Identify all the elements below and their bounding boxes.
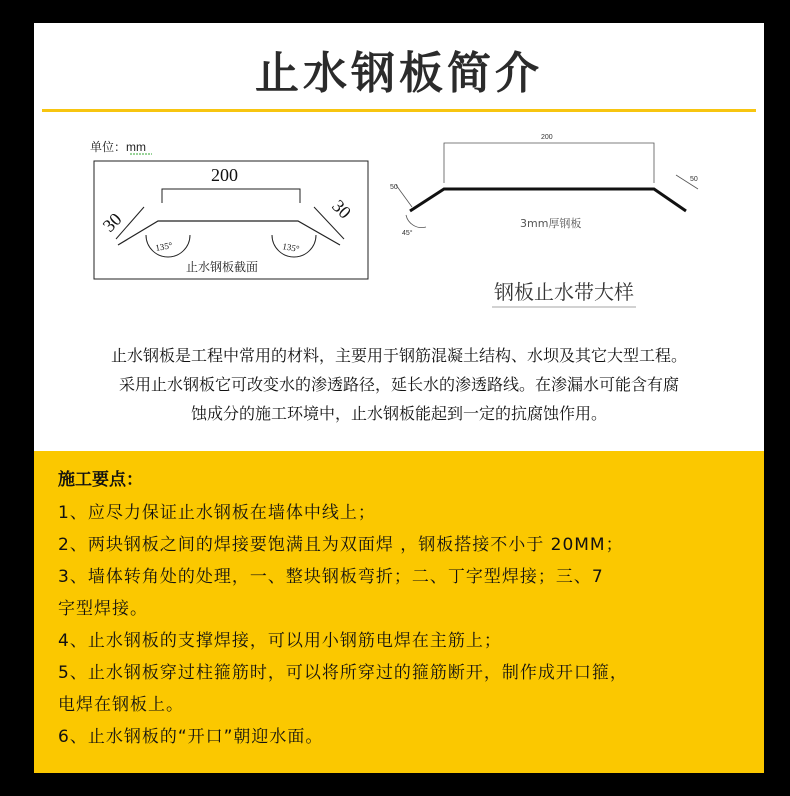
intro-line-2: 采用止水钢板它可改变水的渗透路径，延长水的渗透路线。在渗漏水可能含有腐 (118, 375, 679, 394)
unit-label: 单位：mm (90, 140, 146, 154)
intro-line-3: 蚀成分的施工环境中，止水钢板能起到一定的抗腐蚀作用。 (190, 404, 607, 423)
angle-label: 45° (402, 230, 413, 237)
angle-arc (406, 215, 426, 228)
tips-title: 施工要点： (58, 470, 143, 490)
steel-plate-profile (410, 189, 686, 211)
cross-section-diagrams (86, 123, 726, 323)
page-title: 止水钢板简介 (255, 48, 543, 99)
tip-line: 字型焊接。 (58, 599, 148, 619)
left-offset-label: 50 (390, 184, 398, 191)
title-divider (42, 109, 756, 112)
tip-line: 电焊在钢板上。 (58, 695, 184, 715)
tip-line: 5、止水钢板穿过柱箍筋时，可以将所穿过的箍筋断开，制作成开口箍， (58, 663, 628, 683)
left-caption: 止水钢板截面 (186, 260, 259, 274)
left-offset-dimension (396, 185, 412, 207)
intro-panel (34, 23, 764, 451)
tip-line: 6、止水钢板的“开口”朝迎水面。 (58, 727, 324, 747)
left-length-label: 30 (98, 208, 126, 236)
right-angle-label: 135° (281, 241, 301, 254)
thickness-label: 3mm厚钢板 (520, 217, 582, 230)
tip-line: 4、止水钢板的支撑焊接，可以用小钢筋电焊在主筋上； (58, 631, 502, 651)
section-diagram-left (90, 140, 368, 279)
construction-tips-panel (34, 451, 764, 773)
intro-text (48, 341, 750, 428)
width-dimension (162, 189, 300, 203)
tip-line: 1、应尽力保证止水钢板在墙体中线上； (58, 503, 376, 523)
width-label: 200 (211, 165, 238, 185)
left-angle-label: 135° (154, 240, 174, 253)
tips-list (58, 497, 758, 753)
right-offset-label: 50 (690, 176, 698, 183)
tip-line: 3、墙体转角处的处理，一、整块钢板弯折；二、丁字型焊接；三、7 (58, 567, 604, 587)
top-length-label: 200 (541, 134, 553, 141)
section-diagram-right (390, 134, 698, 307)
right-caption: 钢板止水带大样 (494, 280, 634, 304)
plate-profile (118, 221, 340, 245)
top-dimension (444, 143, 654, 183)
tip-line: 2、两块钢板之间的焊接要饱满且为双面焊 ，钢板搭接不小于 20MM； (58, 535, 624, 555)
intro-line-1: 止水钢板是工程中常用的材料，主要用于钢筋混凝土结构、水坝及其它大型工程。 (110, 346, 687, 365)
right-length-label: 30 (328, 195, 356, 223)
